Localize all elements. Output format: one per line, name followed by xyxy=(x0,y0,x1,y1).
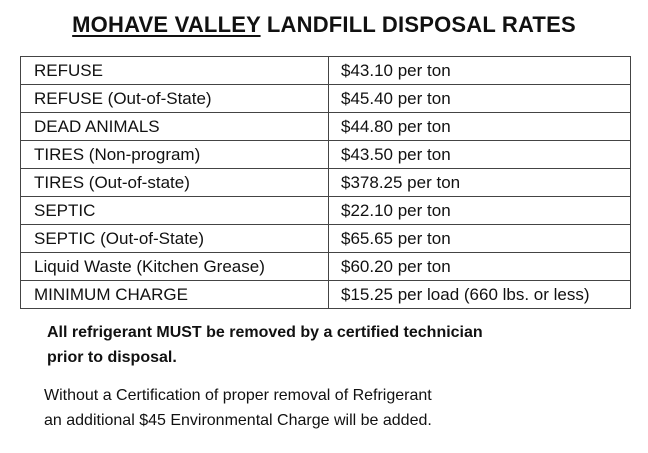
table-row xyxy=(21,141,631,169)
rates-table xyxy=(20,56,631,309)
rate-value: $45.40 per ton xyxy=(329,85,631,113)
title-location: MOHAVE VALLEY xyxy=(72,12,261,37)
refrigerant-notice xyxy=(47,320,607,370)
rate-value: $65.65 per ton xyxy=(329,225,631,253)
environmental-charge-notice xyxy=(44,383,624,433)
rate-value: $44.80 per ton xyxy=(329,113,631,141)
rate-value: $378.25 per ton xyxy=(329,169,631,197)
title-rest: LANDFILL DISPOSAL RATES xyxy=(260,12,576,37)
table-row xyxy=(21,85,631,113)
rate-item: DEAD ANIMALS xyxy=(21,113,329,141)
table-row xyxy=(21,253,631,281)
table-row xyxy=(21,281,631,309)
rate-item: REFUSE xyxy=(21,57,329,85)
environmental-charge-line: an additional $45 Environmental Charge will be added. xyxy=(44,412,432,429)
environmental-charge-line: Without a Certification of proper removal of Refrigerant xyxy=(44,387,432,404)
page-title xyxy=(0,12,648,38)
refrigerant-notice-line: prior to disposal. xyxy=(47,349,177,366)
rate-item: Liquid Waste (Kitchen Grease) xyxy=(21,253,329,281)
table-row xyxy=(21,225,631,253)
rate-item: REFUSE (Out-of-State) xyxy=(21,85,329,113)
rate-value: $15.25 per load (660 lbs. or less) xyxy=(329,281,631,309)
rate-item: SEPTIC (Out-of-State) xyxy=(21,225,329,253)
table-row xyxy=(21,113,631,141)
table-row xyxy=(21,169,631,197)
table-row xyxy=(21,57,631,85)
rate-item: TIRES (Non-program) xyxy=(21,141,329,169)
table-row xyxy=(21,197,631,225)
refrigerant-notice-line: All refrigerant MUST be removed by a certified technician xyxy=(47,324,483,341)
rate-value: $43.50 per ton xyxy=(329,141,631,169)
rate-item: MINIMUM CHARGE xyxy=(21,281,329,309)
rate-item: SEPTIC xyxy=(21,197,329,225)
rate-value: $43.10 per ton xyxy=(329,57,631,85)
rate-item: TIRES (Out-of-state) xyxy=(21,169,329,197)
rate-value: $22.10 per ton xyxy=(329,197,631,225)
rate-value: $60.20 per ton xyxy=(329,253,631,281)
